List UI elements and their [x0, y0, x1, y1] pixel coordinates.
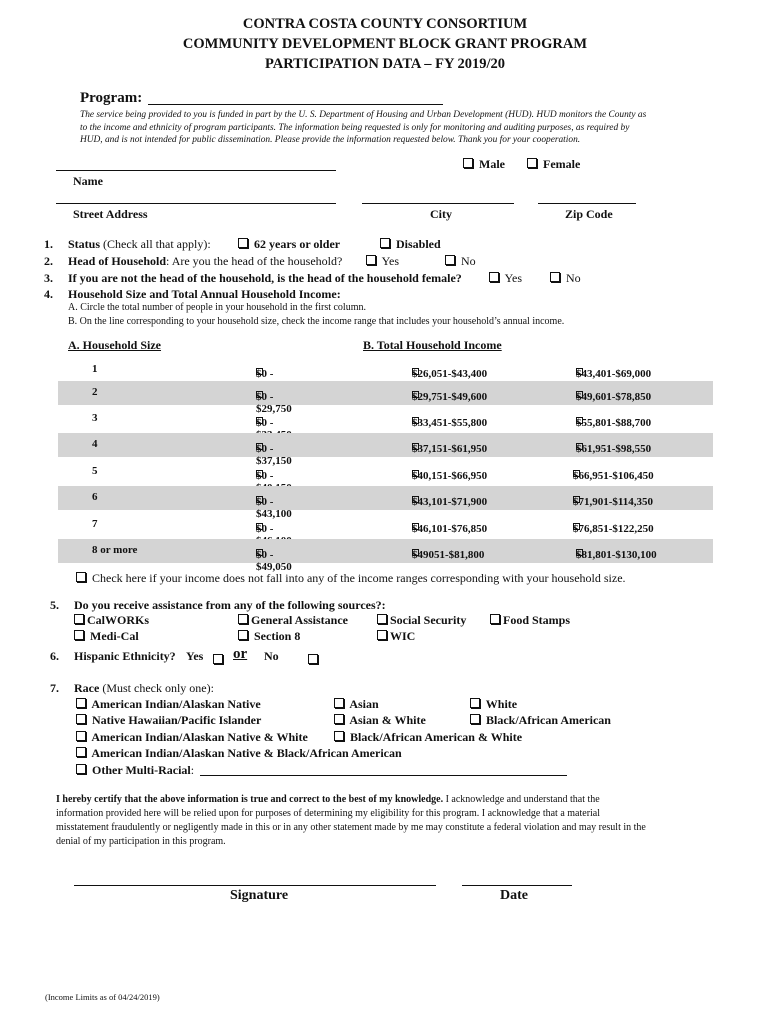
race-option[interactable]: White: [470, 697, 517, 712]
q4-number: 4.: [44, 287, 53, 301]
household-size-cell[interactable]: 8 or more: [92, 544, 138, 556]
race-checkbox[interactable]: [470, 714, 480, 724]
calworks-checkbox[interactable]: [74, 614, 84, 624]
female-option[interactable]: Female: [527, 157, 580, 172]
city-input-line[interactable]: [362, 203, 514, 204]
income-none-checkbox[interactable]: [76, 572, 86, 582]
q3-number: 3.: [44, 271, 53, 285]
race-option[interactable]: American Indian/Alaskan Native: [76, 697, 261, 712]
food-stamps-checkbox[interactable]: [490, 614, 500, 624]
household-size-cell[interactable]: 2: [92, 386, 98, 398]
q5-calworks[interactable]: CalWORKs: [74, 613, 149, 628]
q6-yes-checkbox[interactable]: [213, 654, 223, 664]
header-line-2: COMMUNITY DEVELOPMENT BLOCK GRANT PROGRAM: [182, 36, 588, 52]
q7-number: 7.: [50, 681, 59, 695]
q6-no-label: No: [264, 649, 279, 663]
q1-option-62[interactable]: 62 years or older: [238, 237, 340, 252]
income-row: 8 or more $0 - $49,050 $49051-$81,800 $81,801-$130,100: [58, 539, 713, 563]
race-checkbox[interactable]: [334, 698, 344, 708]
date-label: Date: [500, 888, 528, 903]
q3-yes-checkbox[interactable]: [489, 272, 499, 282]
q2-no[interactable]: No: [445, 254, 476, 269]
q6-number: 6.: [50, 649, 59, 663]
q1-number: 1.: [44, 237, 53, 251]
q5-number: 5.: [50, 598, 59, 612]
zip-label: Zip Code: [565, 207, 613, 221]
q4-label: Household Size and Total Annual Household Income:: [68, 287, 341, 301]
q5-social-security[interactable]: Social Security: [377, 613, 466, 628]
street-label: Street Address: [73, 207, 148, 221]
social-security-checkbox[interactable]: [377, 614, 387, 624]
race-checkbox[interactable]: [76, 714, 86, 724]
q2-yes-checkbox[interactable]: [366, 255, 376, 265]
household-size-cell[interactable]: 5: [92, 465, 98, 477]
section-8-checkbox[interactable]: [238, 630, 248, 640]
signature-label: Signature: [230, 888, 289, 903]
q6-or: or: [233, 646, 248, 662]
q5-label: Do you receive assistance from any of the following sources?:: [74, 598, 386, 612]
q3-no-checkbox[interactable]: [550, 272, 560, 282]
income-row: 2 $0 - $29,750 $29,751-$49,600 $49,601-$78,850: [58, 381, 713, 405]
zip-input-line[interactable]: [538, 203, 636, 204]
program-label: Program:: [80, 90, 143, 106]
date-input-line[interactable]: [462, 885, 572, 886]
household-income-header: B. Total Household Income: [363, 338, 502, 352]
race-option[interactable]: Black/African American & White: [334, 730, 522, 745]
name-input-line[interactable]: [56, 170, 336, 171]
household-size-cell[interactable]: 1: [92, 363, 98, 375]
q4-instruction-a: A. Circle the total number of people in your household in the first column.: [68, 302, 366, 313]
q3-no[interactable]: No: [550, 271, 581, 286]
race-option[interactable]: American Indian/Alaskan Native & White: [76, 730, 308, 745]
household-size-cell[interactable]: 4: [92, 438, 98, 450]
race-checkbox[interactable]: [76, 764, 86, 774]
q1-label: Status (Check all that apply):: [68, 237, 211, 251]
footer-income-limits: (Income Limits as of 04/24/2019): [45, 992, 160, 1002]
race-checkbox[interactable]: [76, 731, 86, 741]
q5-food-stamps[interactable]: Food Stamps: [490, 613, 570, 628]
race-option[interactable]: Native Hawaiian/Pacific Islander: [76, 713, 261, 728]
q2-label: Head of Household: Are you the head of the household?: [68, 254, 343, 268]
race-option[interactable]: Asian & White: [334, 713, 426, 728]
q1-disabled-checkbox[interactable]: [380, 238, 390, 248]
wic-checkbox[interactable]: [377, 630, 387, 640]
race-checkbox[interactable]: [76, 698, 86, 708]
q2-yes[interactable]: Yes: [366, 254, 399, 269]
q2-number: 2.: [44, 254, 53, 268]
program-input-line[interactable]: [148, 104, 443, 105]
race-option[interactable]: Black/African American: [470, 713, 611, 728]
income-row: 4 $0 - $37,150 $37,151-$61,950 $61,951-$98,550: [58, 433, 713, 457]
household-size-cell[interactable]: 6: [92, 491, 98, 503]
race-option[interactable]: Asian: [334, 697, 379, 712]
q5-general-assistance[interactable]: General Assistance: [238, 613, 348, 628]
q6-label: Hispanic Ethnicity?: [74, 649, 176, 663]
female-checkbox[interactable]: [527, 158, 537, 168]
male-option[interactable]: Male: [463, 157, 505, 172]
q5-medi-cal[interactable]: Medi-Cal: [74, 629, 139, 644]
header-line-3: PARTICIPATION DATA – FY 2019/20: [264, 56, 506, 72]
income-row: 3 $0 - $33,451-$55,800 $55,801-$88,700: [92, 412, 652, 429]
q4-instruction-b: B. On the line corresponding to your household size, check the income range that includes your household’s annual income.: [68, 316, 565, 327]
income-none-option[interactable]: Check here if your income does not fall into any of the income ranges corresponding with your household size.: [76, 571, 626, 586]
q5-wic[interactable]: WIC: [377, 629, 415, 644]
other-race-input-line[interactable]: [200, 775, 567, 776]
q3-label: If you are not the head of the household, is the head of the household female?: [68, 271, 462, 285]
certification-text: I hereby certify that the above information is true and correct to the best of my knowledge. I acknowledge and understand that the information provided here will be relied upon for purposes of determining my eligibility for this program. I acknowledge that a material misstatement fraudulently or negligently made in this or in any other statement made by me may constitute a federal violation and may result in the denial of my participation in this program.: [56, 794, 646, 847]
q3-yes[interactable]: Yes: [489, 271, 522, 286]
race-checkbox[interactable]: [334, 731, 344, 741]
income-row: 6 $0 - $43,100 $43,101-$71,900 $71,901-$114,350: [58, 486, 713, 510]
q7-label: Race (Must check only one):: [74, 681, 214, 695]
q5-section-8[interactable]: Section 8: [238, 629, 300, 644]
household-size-header: A. Household Size: [68, 338, 162, 352]
income-row: 1 $0 - $26,051-$43,400 $43,401-$69,000: [92, 363, 652, 380]
program-disclaimer: The service being provided to you is funded in part by the U. S. Department of Housing and Urban Development (HUD). HUD monitors the County as to the income and ethnicity of program participants. The information being requested is only for monitoring and auditing purposes, as required by HUD, and is not intended for public dissemination. Please provide the information requested below. Thank you for your cooperation.: [80, 110, 647, 145]
race-option-other[interactable]: Other Multi-Racial:: [76, 763, 194, 778]
header-line-1: CONTRA COSTA COUNTY CONSORTIUM: [242, 16, 528, 32]
q2-no-checkbox[interactable]: [445, 255, 455, 265]
name-label: Name: [73, 174, 103, 188]
race-checkbox[interactable]: [470, 698, 480, 708]
city-label: City: [430, 207, 452, 221]
general-assistance-checkbox[interactable]: [238, 614, 248, 624]
street-input-line[interactable]: [56, 203, 336, 204]
race-option[interactable]: American Indian/Alaskan Native & Black/African American: [76, 746, 402, 761]
income-row: 7 $0 - $46,101-$76,850 $76,851-$122,250: [92, 518, 654, 535]
male-checkbox[interactable]: [463, 158, 473, 168]
race-checkbox[interactable]: [76, 747, 86, 757]
q6-no-checkbox[interactable]: [308, 654, 318, 664]
race-checkbox[interactable]: [334, 714, 344, 724]
income-row: 5 $0 - $40,151-$66,950 $66,951-$106,450: [92, 465, 654, 482]
household-size-cell[interactable]: 7: [92, 518, 98, 530]
q1-option-disabled[interactable]: Disabled: [380, 237, 441, 252]
q6-yes-label: Yes: [186, 649, 204, 663]
household-size-cell[interactable]: 3: [92, 412, 98, 424]
medi-cal-checkbox[interactable]: [74, 630, 84, 640]
signature-input-line[interactable]: [74, 885, 436, 886]
q1-62-checkbox[interactable]: [238, 238, 248, 248]
